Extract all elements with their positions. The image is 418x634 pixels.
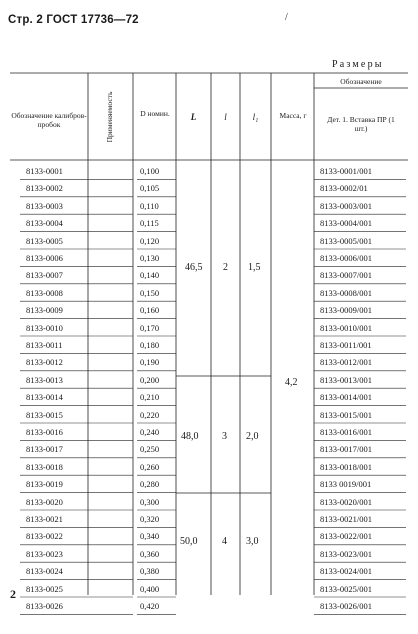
row-d: 0,250 xyxy=(140,444,160,455)
row-d: 0,150 xyxy=(140,287,160,298)
group-1-l1: 1,5 xyxy=(248,262,261,273)
row-d: 0,190 xyxy=(140,357,160,368)
row-part: 8133-0017/001 xyxy=(320,444,372,455)
mass-value: 4,2 xyxy=(285,377,298,388)
row-d: 0,300 xyxy=(140,496,160,507)
row-code: 8133-0001 xyxy=(26,166,63,176)
row-d: 0,400 xyxy=(140,583,160,594)
row-code: 8133-0012 xyxy=(26,357,63,368)
row-code: 8133-0023 xyxy=(26,548,63,559)
row-code: 8133-0022 xyxy=(26,531,63,542)
header-d: D номин. xyxy=(140,109,170,118)
header-L: L xyxy=(190,112,197,122)
row-part: 8133-0016/001 xyxy=(320,427,372,437)
header-part: Дет. 1. Вставка ПР (1 шт.) xyxy=(327,115,395,133)
row-d: 0,180 xyxy=(140,340,160,350)
row-d: 0,130 xyxy=(140,253,160,263)
row-code: 8133-0005 xyxy=(26,235,63,246)
row-code: 8133-0018 xyxy=(26,461,63,472)
row-code: 8133-0015 xyxy=(26,409,63,420)
row-part: 8133-0004/001 xyxy=(320,218,372,229)
row-d: 0,340 xyxy=(140,531,160,542)
row-code: 8133-0011 xyxy=(26,340,63,350)
row-part: 8133-0007/001 xyxy=(320,270,372,281)
row-part: 8133-0005/001 xyxy=(320,235,372,246)
header-oboz: Обозначение xyxy=(340,77,382,86)
row-part: 8133-0011/001 xyxy=(320,340,372,350)
header-l: l xyxy=(224,112,227,122)
group-3-L: 50,0 xyxy=(180,536,198,547)
row-part: 8133-0022/001 xyxy=(320,531,372,542)
row-code: 8133-0021 xyxy=(26,514,63,524)
row-part: 8133-0024/001 xyxy=(320,566,372,577)
row-d: 0,360 xyxy=(140,548,160,559)
row-d: 0,100 xyxy=(140,166,160,176)
row-code: 8133-0013 xyxy=(26,374,63,385)
row-d: 0,110 xyxy=(140,200,159,211)
row-d: 0,420 xyxy=(140,601,160,611)
row-d: 0,210 xyxy=(140,392,160,403)
row-part: 8133-0001/001 xyxy=(320,166,372,176)
row-code: 8133-0017 xyxy=(26,444,63,455)
group-3-l1: 3,0 xyxy=(246,536,259,547)
page-header: Стр. 2 ГОСТ 17736—72 xyxy=(8,14,139,26)
row-code: 8133-0002 xyxy=(26,183,63,194)
row-part: 8133-0006/001 xyxy=(320,253,372,263)
row-part: 8133-0026/001 xyxy=(320,601,372,611)
row-code: 8133-0020 xyxy=(26,496,63,507)
row-part: 8133-0025/001 xyxy=(320,583,372,594)
row-part: 8133-0002/01 xyxy=(320,183,368,194)
row-d: 0,160 xyxy=(140,305,160,316)
group-2-l1: 2,0 xyxy=(246,431,259,442)
row-d: 0,140 xyxy=(140,270,160,281)
row-code: 8133-0024 xyxy=(26,566,63,577)
row-d: 0,170 xyxy=(140,322,160,333)
row-d: 0,120 xyxy=(140,235,160,246)
header-usage: Применяемость xyxy=(105,91,114,143)
header-code: Обозначение калибров-пробок xyxy=(11,111,87,129)
row-code: 8133-0026 xyxy=(26,601,63,611)
row-part: 8133-0010/001 xyxy=(320,322,372,333)
row-d: 0,260 xyxy=(140,461,160,472)
group-2-l: 3 xyxy=(222,431,227,442)
row-d: 0,320 xyxy=(140,514,160,524)
row-part: 8133 0019/001 xyxy=(320,479,372,490)
row-part: 8133-0009/001 xyxy=(320,305,372,316)
row-d: 0,105 xyxy=(140,183,160,194)
header-l1: l₁ xyxy=(252,112,259,122)
row-part: 8133-0023/001 xyxy=(320,548,372,559)
row-part: 8133-0008/001 xyxy=(320,287,372,298)
row-part: 8133-0012/001 xyxy=(320,357,372,368)
row-code: 8133-0025 xyxy=(26,583,63,594)
row-d: 0,280 xyxy=(140,479,160,490)
row-d: 0,220 xyxy=(140,409,160,420)
group-1-l: 2 xyxy=(223,262,228,273)
group-2-L: 48,0 xyxy=(181,431,199,442)
row-code: 8133-0019 xyxy=(26,479,63,490)
page-number: 2 xyxy=(10,587,16,601)
row-code: 8133-0003 xyxy=(26,200,63,211)
row-d: 0,200 xyxy=(140,374,160,385)
row-part: 8133-0003/001 xyxy=(320,200,372,211)
row-d: 0,240 xyxy=(140,427,160,437)
row-code: 8133-0004 xyxy=(26,218,63,229)
row-part: 8133-0014/001 xyxy=(320,392,372,403)
group-1-L: 46,5 xyxy=(185,262,203,273)
row-code: 8133-0006 xyxy=(26,253,63,263)
row-code: 8133-0007 xyxy=(26,270,63,281)
row-code: 8133-0008 xyxy=(26,287,63,298)
row-code: 8133-0014 xyxy=(26,392,63,403)
row-part: 8133-0013/001 xyxy=(320,374,372,385)
row-part: 8133-0015/001 xyxy=(320,409,372,420)
row-code: 8133-0010 xyxy=(26,322,63,333)
section-title: Размеры xyxy=(332,59,384,70)
row-d: 0,380 xyxy=(140,566,160,577)
row-code: 8133-0009 xyxy=(26,305,63,316)
group-3-l: 4 xyxy=(222,536,227,547)
row-code: 8133-0016 xyxy=(26,427,63,437)
row-part: 8133-0021/001 xyxy=(320,514,372,524)
margin-mark: / xyxy=(285,12,288,23)
row-part: 8133-0020/001 xyxy=(320,496,372,507)
header-mass: Масса, г xyxy=(279,111,307,120)
row-part: 8133-0018/001 xyxy=(320,461,372,472)
row-d: 0,115 xyxy=(140,218,159,229)
